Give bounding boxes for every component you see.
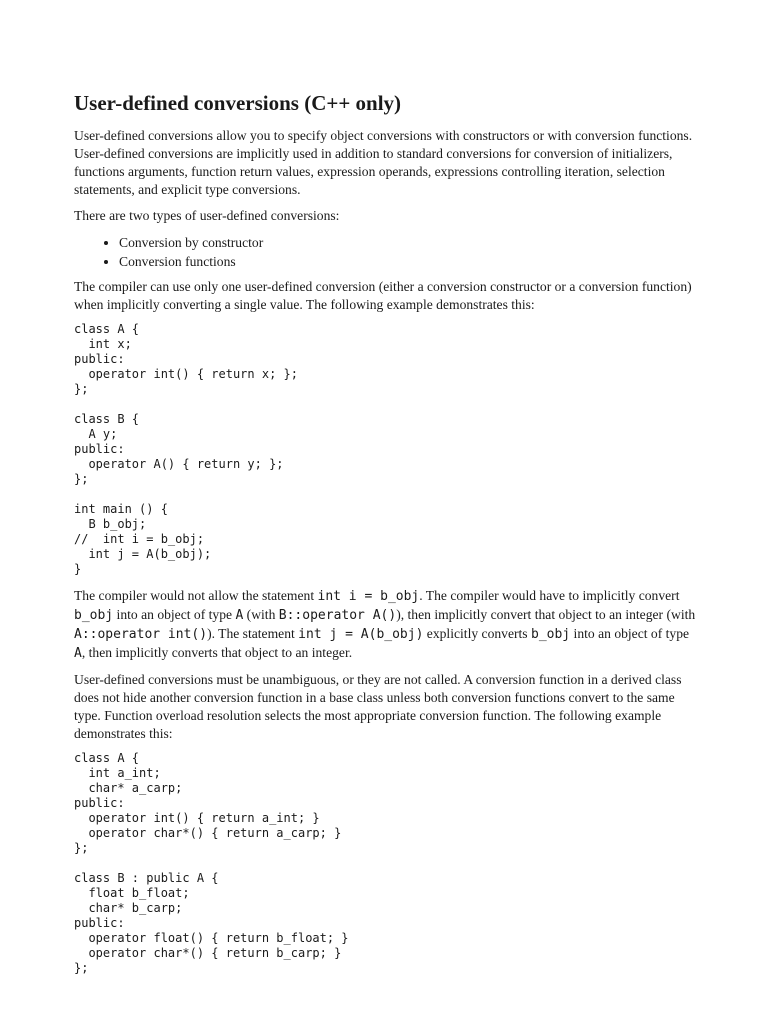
- one-conversion-paragraph: The compiler can use only one user-defined conversion (either a conversion constructor or a conversion function) when implicitly converting a single value. The following example demonstrates this:: [74, 279, 692, 312]
- code-example-1: class A { int x; public: operator int() { return x; }; }; class B { A y; public: operator A() { return y; }; }; int main () { B b_obj; // int i = b_obj; int j = A(b_obj); }: [74, 322, 298, 576]
- inline-code: A: [74, 646, 82, 661]
- inline-code: A: [235, 608, 244, 623]
- inline-code: int i = b_obj: [317, 589, 420, 604]
- inline-code: b_obj: [74, 608, 114, 623]
- inline-code: b_obj: [531, 627, 571, 642]
- code-example-2: class A { int a_int; char* a_carp; public: operator int() { return a_int; } operator char*() { return a_carp; } }; class B : public A { float b_float; char* b_carp; public: operator float() { return b_float; } operator char*() { return b_carp; } };: [74, 751, 349, 975]
- types-intro-paragraph: There are two types of user-defined conversions:: [74, 208, 340, 223]
- text-run: , then implicitly converts that object to an integer.: [81, 645, 353, 660]
- text-run: into an object of type: [113, 607, 236, 622]
- inline-code: A::operator int(): [74, 627, 208, 642]
- unambiguous-paragraph: User-defined conversions must be unambiguous, or they are not called. A conversion function in a derived class does not hide another conversion function in a base class unless both conversion functions convert to the same type. Function overload resolution selects the most appropriate conversion function. The following example demonstrates this:: [74, 672, 682, 741]
- page-title: User-defined conversions (C++ only): [74, 91, 402, 115]
- intro-paragraph: User-defined conversions allow you to specify object conversions with constructors or with conversion functions. User-defined conversions are implicitly used in addition to standard conversions for conversion of initializers, functions arguments, function return values, expression operands, expressions controlling iteration, selection statements, and explicit type conversions.: [74, 128, 693, 197]
- document-page: [74, 90, 698, 986]
- text-run: ), then implicitly convert that object to an integer (with: [396, 607, 696, 622]
- text-run: The compiler would not allow the statement: [74, 588, 318, 603]
- conversion-types-list: [74, 233, 698, 271]
- inline-code: int j = A(b_obj): [298, 627, 424, 642]
- text-run: . The compiler would have to implicitly convert: [419, 588, 680, 603]
- text-run: ). The statement: [207, 626, 299, 641]
- text-run: (with: [243, 607, 279, 622]
- list-item: • Conversion functions: [119, 252, 698, 271]
- list-item: • Conversion by constructor: [119, 233, 698, 252]
- inline-code: B::operator A(): [278, 608, 397, 623]
- explanation-paragraph: [74, 587, 698, 663]
- text-run: explicitly converts: [423, 626, 531, 641]
- text-run: into an object of type: [570, 626, 690, 641]
